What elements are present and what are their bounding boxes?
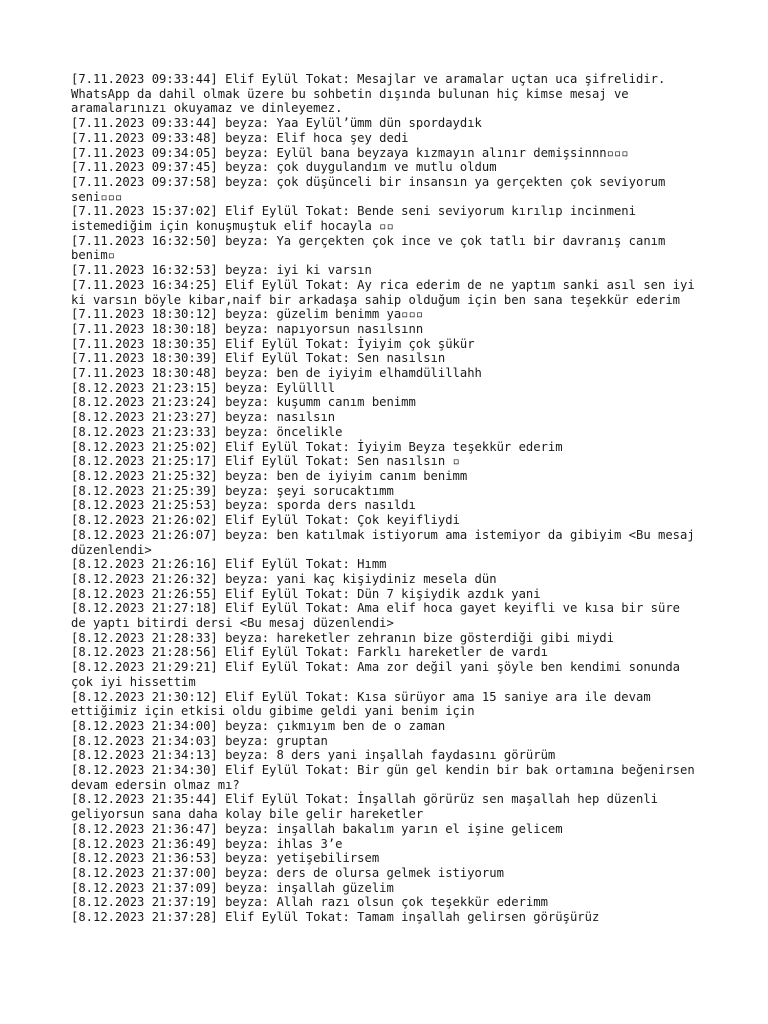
chat-line: [8.12.2023 21:36:53] beyza: yetişebilirsem xyxy=(71,851,380,866)
chat-line: [8.12.2023 21:35:44] Elif Eylül Tokat: İnşallah görürüz sen maşallah hep düzenli geliyorsun sana daha kolay bile gelir hareketler xyxy=(71,792,666,822)
chat-line: [8.12.2023 21:36:49] beyza: ihlas 3’e xyxy=(71,836,343,851)
chat-line: [8.12.2023 21:34:30] Elif Eylül Tokat: Bir gün gel kendin bir bak ortamına beğenirsen devam edersin olmaz mı? xyxy=(71,763,703,792)
chat-line: [8.12.2023 21:25:53] beyza: sporda ders nasıldı xyxy=(71,498,416,513)
chat-line: [8.12.2023 21:34:13] beyza: 8 ders yani inşallah faydasını görürüm xyxy=(71,748,556,763)
chat-line: [7.11.2023 09:37:45] beyza: çok duygulandım ve mutlu oldum xyxy=(71,160,497,175)
chat-line: [8.12.2023 21:26:32] beyza: yani kaç kişiydiniz mesela dün xyxy=(71,571,497,586)
chat-line: [8.12.2023 21:26:55] Elif Eylül Tokat: Dün 7 kişiydik azdık yani xyxy=(71,586,541,601)
chat-line: [8.12.2023 21:27:18] Elif Eylül Tokat: Ama elif hoca gayet keyifli ve kısa bir süre de yaptı bitirdi dersi <Bu mesaj düzenlendi> xyxy=(71,601,688,631)
chat-line: [7.11.2023 16:32:53] beyza: iyi ki varsın xyxy=(71,263,372,278)
chat-line: [7.11.2023 09:34:05] beyza: Eylül bana beyzaya kızmayın alınır demişsinnn▫▫▫ xyxy=(71,145,629,160)
chat-line: [7.11.2023 16:32:50] beyza: Ya gerçekten çok ince ve çok tatlı bir davranış canım benim▫ xyxy=(71,233,673,263)
chat-line: [8.12.2023 21:25:02] Elif Eylül Tokat: İyiyim Beyza teşekkür ederim xyxy=(71,439,563,454)
chat-line: [7.11.2023 09:33:48] beyza: Elif hoca şey dedi xyxy=(71,130,409,145)
chat-line: [8.12.2023 21:37:00] beyza: ders de olursa gelmek istiyorum xyxy=(71,865,504,880)
chat-line: [8.12.2023 21:34:00] beyza: çıkmıyım ben de o zaman xyxy=(71,718,446,733)
chat-line: [8.12.2023 21:28:56] Elif Eylül Tokat: Farklı hareketler de vardı xyxy=(71,645,548,660)
chat-line: [8.12.2023 21:28:33] beyza: hareketler zehranın bize gösterdiği gibi miydi xyxy=(71,630,614,645)
chat-line: [8.12.2023 21:29:21] Elif Eylül Tokat: Ama zor değil yani şöyle ben kendimi sonunda çok iyi hissettim xyxy=(71,660,688,689)
chat-line: [7.11.2023 16:34:25] Elif Eylül Tokat: Ay rica ederim de ne yaptım sanki asıl sen iyi ki varsın böyle kibar,naif bir arkadaşa sahip olduğum için ben sana teşekkür ederim xyxy=(71,277,703,307)
chat-line: [8.12.2023 21:37:28] Elif Eylül Tokat: Tamam inşallah gelirsen görüşürüz xyxy=(71,910,600,925)
chat-line: [8.12.2023 21:36:47] beyza: inşallah bakalım yarın el işine gelicem xyxy=(71,821,563,836)
chat-line: [8.12.2023 21:25:39] beyza: şeyi sorucaktımm xyxy=(71,483,394,498)
chat-line: [8.12.2023 21:23:27] beyza: nasılsın xyxy=(71,410,336,425)
chat-line: [8.12.2023 21:25:32] beyza: ben de iyiyim canım benimm xyxy=(71,468,468,483)
chat-line: [7.11.2023 09:33:44] beyza: Yaa Eylül’ümm dün spordaydık xyxy=(71,116,482,131)
chat-line: [8.12.2023 21:30:12] Elif Eylül Tokat: Kısa sürüyor ama 15 saniye ara ile devam ettiğimiz için etkisi oldu gibime geldi yani benim için xyxy=(71,689,659,719)
chat-line: [8.12.2023 21:26:16] Elif Eylül Tokat: Hımm xyxy=(71,557,387,572)
chat-line: [7.11.2023 18:30:12] beyza: güzelim benimm ya▫▫▫ xyxy=(71,307,424,322)
chat-line: [7.11.2023 18:30:35] Elif Eylül Tokat: İyiyim çok şükür xyxy=(71,336,475,351)
chat-line: [8.12.2023 21:26:07] beyza: ben katılmak istiyorum ama istemiyor da gibiyim <Bu mesaj düzenlendi> xyxy=(71,527,703,557)
chat-line: [7.11.2023 09:33:44] Elif Eylül Tokat: Mesajlar ve aramalar uçtan uca şifrelidir. WhatsApp da dahil olmak üzere bu sohbetin dışında bulunan hiç kimse mesaj ve aramalarınızı okuyamaz ve dinleyemez. xyxy=(71,72,673,116)
chat-line: [8.12.2023 21:23:33] beyza: öncelikle xyxy=(71,424,343,439)
chat-line: [8.12.2023 21:26:02] Elif Eylül Tokat: Çok keyifliydi xyxy=(71,513,460,528)
chat-line: [7.11.2023 18:30:48] beyza: ben de iyiyim elhamdülillahh xyxy=(71,366,482,381)
chat-line: [8.12.2023 21:37:19] beyza: Allah razı olsun çok teşekkür ederimm xyxy=(71,895,548,910)
chat-line: [7.11.2023 15:37:02] Elif Eylül Tokat: Bende seni seviyorum kırılıp incinmeni istemediğim için konuşmuştuk elif hocayla ▫▫ xyxy=(71,204,644,234)
chat-transcript xyxy=(71,72,701,925)
chat-line: [7.11.2023 09:37:58] beyza: çok düşünceli bir insansın ya gerçekten çok seviyorum seni▫▫▫ xyxy=(71,174,673,204)
chat-line: [7.11.2023 18:30:39] Elif Eylül Tokat: Sen nasılsın xyxy=(71,351,446,366)
chat-line: [8.12.2023 21:23:24] beyza: kuşumm canım benimm xyxy=(71,395,416,410)
chat-line: [8.12.2023 21:34:03] beyza: gruptan xyxy=(71,733,328,748)
chat-line: [8.12.2023 21:23:15] beyza: Eylüllll xyxy=(71,380,336,395)
chat-line: [8.12.2023 21:25:17] Elif Eylül Tokat: Sen nasılsın ▫ xyxy=(71,454,460,469)
chat-line: [8.12.2023 21:37:09] beyza: inşallah güzelim xyxy=(71,880,394,895)
chat-line: [7.11.2023 18:30:18] beyza: napıyorsun nasılsınn xyxy=(71,321,424,336)
